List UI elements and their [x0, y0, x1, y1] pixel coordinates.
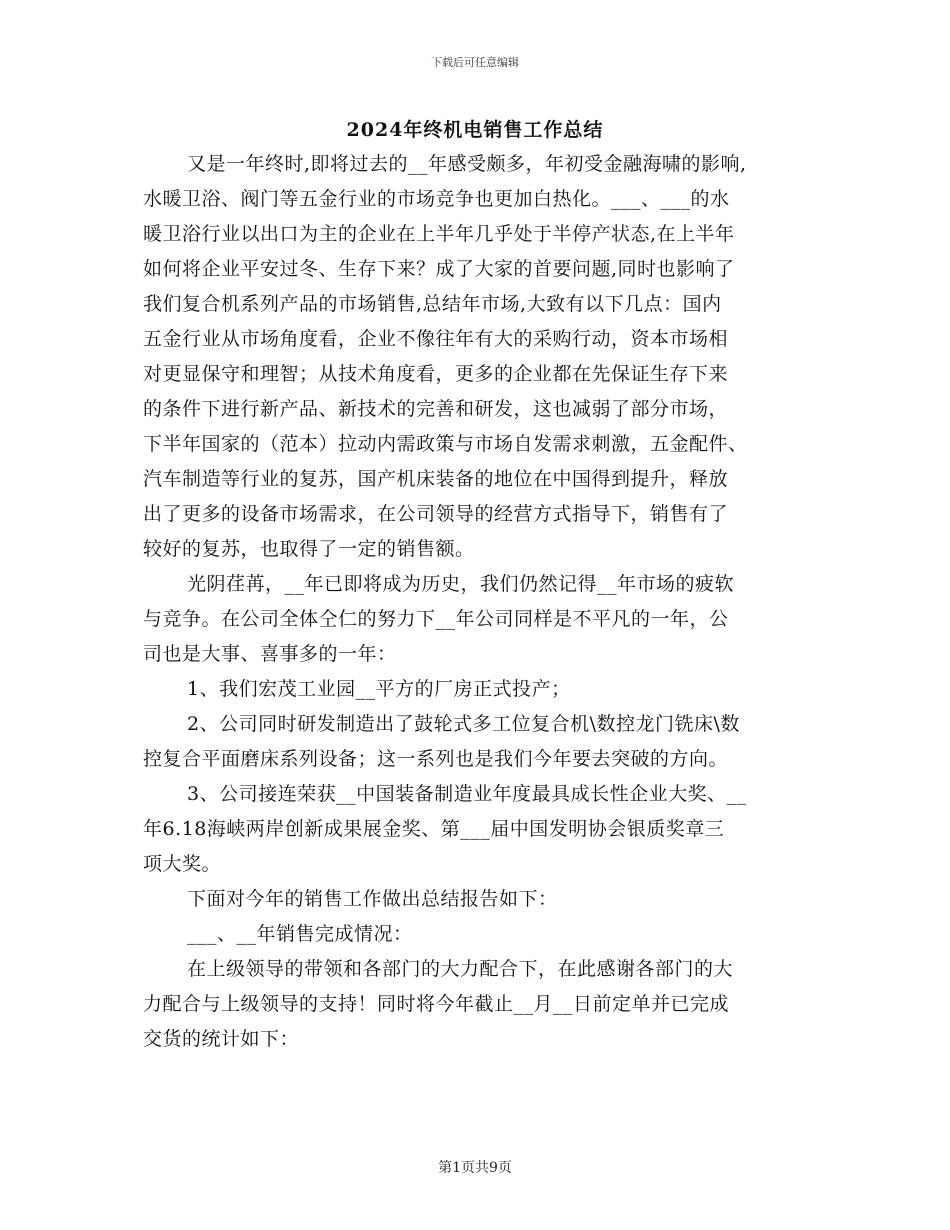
paragraph-line: 暖卫浴行业以出口为主的企业在上半年几乎处于半停产状态,在上半年 — [143, 223, 735, 245]
page-header-note: 下载后可任意编辑 — [431, 56, 519, 69]
document-body — [143, 147, 823, 1057]
paragraph-line: 在上级领导的带领和各部门的大力配合下，在此感谢各部门的大 — [187, 958, 734, 980]
page-footer-number: 第1页共9页 — [438, 1160, 512, 1176]
list-item-line: 年6.18海峡两岸创新成果展金奖、第___届中国发明协会银质奖章三 — [143, 818, 725, 840]
paragraph-line: 力配合与上级领导的支持！同时将今年截止__月__日前定单并已完成 — [143, 993, 730, 1015]
paragraph-line: 如何将企业平安过冬、生存下来？成了大家的首要问题,同时也影响了 — [143, 258, 735, 280]
paragraph-line: 出了更多的设备市场需求，在公司领导的经营方式指导下，销售有了 — [143, 503, 729, 525]
paragraph-line: 下半年国家的（范本）拉动内需政策与市场自发需求刺激，五金配件、 — [143, 433, 748, 455]
paragraph-line: 的条件下进行新产品、新技术的完善和研发，这也减弱了部分市场， — [143, 398, 729, 420]
paragraph-line: 我们复合机系列产品的市场销售,总结年市场,大致有以下几点：国内 — [143, 293, 722, 315]
list-item-line: 3、公司接连荣获__中国装备制造业年度最具成长性企业大奖、__ — [187, 783, 747, 805]
paragraph-line: 下面对今年的销售工作做出总结报告如下： — [187, 888, 558, 910]
paragraph-line: 司也是大事、喜事多的一年： — [143, 643, 397, 665]
paragraph-line: 与竞争。在公司全体仝仁的努力下__年公司同样是不平凡的一年，公 — [143, 608, 729, 630]
paragraph-line: 水暖卫浴、阀门等五金行业的市场竞争也更加白热化。___、___的水 — [143, 188, 730, 210]
paragraph-line: 对更显保守和理智；从技术角度看，更多的企业都在先保证生存下来 — [143, 363, 729, 385]
paragraph-line: 较好的复苏，也取得了一定的销售额。 — [143, 538, 475, 560]
document-title: 2024年终机电销售工作总结 — [346, 119, 604, 141]
list-item-line: 项大奖。 — [143, 853, 222, 875]
paragraph-line: 光阴荏苒，__年已即将成为历史，我们仍然记得__年市场的疲软 — [187, 573, 735, 595]
paragraph-line: 又是一年终时,即将过去的__年感受颇多，年初受金融海啸的影响, — [187, 153, 747, 175]
paragraph-line: 五金行业从市场角度看，企业不像往年有大的采购行动，资本市场相 — [143, 328, 729, 350]
section-heading-line: ___、__年销售完成情况： — [187, 923, 413, 945]
paragraph-line: 交货的统计如下： — [143, 1028, 300, 1050]
list-item-line: 1、我们宏茂工业园__平方的厂房正式投产； — [187, 678, 571, 700]
list-item-line: 控复合平面磨床系列设备；这一系列也是我们今年要去突破的方向。 — [143, 748, 729, 770]
list-item-line: 2、公司同时研发制造出了鼓轮式多工位复合机\数控龙门铣床\数 — [187, 713, 740, 735]
paragraph-line: 汽车制造等行业的复苏，国产机床装备的地位在中国得到提升，释放 — [143, 468, 729, 490]
